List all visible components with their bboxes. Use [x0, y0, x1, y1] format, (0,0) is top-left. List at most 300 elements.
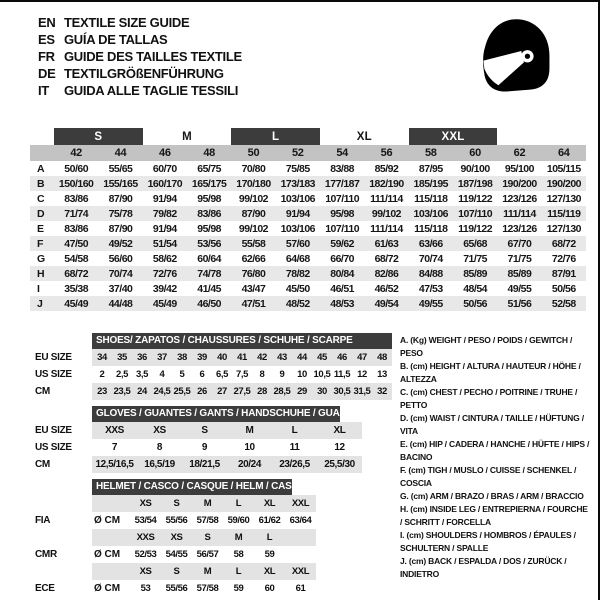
measurement-cell: 59/62	[330, 237, 355, 250]
helmet-value-cell: 56/57	[196, 549, 219, 560]
shoes-value-cell: 4	[159, 369, 165, 380]
size-number-row	[30, 145, 586, 161]
helmet-sizes-row	[35, 563, 316, 580]
measurement-cell: 119/122	[458, 222, 493, 235]
shoes-value-cell: 12	[357, 369, 367, 380]
measurement-cell: 70/74	[108, 267, 133, 280]
measurement-cell: 62/66	[241, 252, 266, 265]
measurement-cell: 48/52	[285, 297, 310, 310]
helmet-size-cell: XS	[170, 532, 183, 543]
shoes-row	[35, 383, 392, 400]
gloves-rows	[35, 422, 362, 473]
gloves-row-label: CM	[35, 459, 50, 470]
shoes-value-cell: 45	[317, 352, 327, 363]
shoes-value-cell: 24,5	[153, 386, 171, 397]
measurement-row-label: I	[37, 282, 40, 295]
measurement-row	[30, 161, 586, 176]
shoes-value-cell: 10	[297, 369, 307, 380]
helmet-value-cell: 59/60	[227, 515, 250, 526]
size-number-cell: 58	[409, 145, 453, 161]
corner-cell	[30, 145, 54, 161]
measurement-cell: 45/50	[285, 282, 310, 295]
measurement-cell: 50/56	[551, 282, 576, 295]
shoes-value-cell: 10,5	[313, 369, 331, 380]
measurement-cell: 87/90	[241, 207, 266, 220]
shoes-value-cell: 13	[377, 369, 387, 380]
helmet-value-cell: 53/54	[134, 515, 157, 526]
helmet-size-cell: XL	[263, 498, 276, 509]
shoes-value-cell: 6,5	[215, 369, 228, 380]
size-letter-cell: M	[182, 130, 192, 143]
measurement-cell: 37/40	[108, 282, 133, 295]
size-letter-cell: S	[54, 128, 143, 145]
helmet-row-label-spacer	[35, 529, 92, 546]
size-letter-cell: XXL	[409, 128, 498, 145]
helmet-size-cell: L	[266, 532, 273, 543]
language-row	[38, 48, 242, 65]
measurement-cell: 87/95	[418, 162, 443, 175]
shoes-value-cell: 47	[357, 352, 367, 363]
measurement-cell: 99/102	[371, 207, 402, 220]
language-titles	[38, 14, 242, 99]
size-number-cell: 64	[542, 145, 586, 161]
measurement-cell: 85/89	[463, 267, 487, 280]
measurement-cell: 90/100	[460, 162, 490, 175]
shoes-row-values	[92, 366, 392, 383]
size-number-cell: 56	[364, 145, 408, 161]
measurement-cell: 64/68	[285, 252, 310, 265]
measurement-cell: 83/86	[64, 222, 89, 235]
shoes-value-cell: 48	[377, 352, 387, 363]
helmet-size-cell: XS	[139, 566, 152, 577]
measurement-cell: 49/54	[374, 297, 399, 310]
measurement-cell: 105/115	[546, 162, 581, 175]
gloves-value-cell: 23/26,5	[279, 459, 310, 470]
gloves-value-cell: M	[245, 425, 254, 436]
shoes-value-cell: 2,5	[115, 369, 128, 380]
size-letter-cell	[30, 128, 54, 145]
legend-item: I. (cm) SHOULDERS / HOMBROS / ÉPAULES / SCHULTERN / SPALLE	[400, 530, 576, 553]
helmet-size-cell: M	[234, 532, 243, 543]
measurement-cell: 95/98	[330, 207, 355, 220]
measurement-cell: 71/74	[64, 207, 89, 220]
measurement-cell: 95/98	[197, 222, 222, 235]
measurement-cell: 190/200	[502, 177, 537, 190]
shoes-value-cell: 40	[217, 352, 227, 363]
measurement-cell: 72/76	[152, 267, 177, 280]
measurement-row-label: H	[37, 267, 45, 280]
helmet-size-cell: XS	[139, 498, 152, 509]
measurement-row-label: D	[37, 207, 45, 220]
measurement-cell: 75/78	[108, 207, 133, 220]
measurement-cell: 49/55	[507, 282, 532, 295]
helmet-values-row	[35, 546, 316, 563]
measurement-cell: 127/130	[546, 192, 582, 205]
shoes-value-cell: 2	[99, 369, 105, 380]
helmet-value-cell: 61/62	[258, 515, 281, 526]
measurement-row	[30, 251, 586, 266]
helmet-values	[92, 512, 316, 529]
helmet-values-row	[35, 580, 316, 597]
shoes-section	[35, 333, 392, 400]
measurement-cell: 87/90	[108, 222, 133, 235]
measurement-cell: 49/55	[418, 297, 443, 310]
measurement-cell: 85/89	[507, 267, 532, 280]
measurement-cell: 51/56	[507, 297, 532, 310]
size-number-cell: 44	[98, 145, 142, 161]
shoes-row-values	[92, 383, 392, 400]
shoes-value-cell: 23	[97, 386, 107, 397]
measurement-cell: 54/58	[64, 252, 89, 265]
shoes-value-cell: 23,5	[113, 386, 131, 397]
size-number-cell: 42	[54, 145, 98, 161]
measurement-cell: 79/82	[152, 207, 177, 220]
measurement-cell: 87/90	[108, 192, 133, 205]
gloves-value-cell: 12	[334, 442, 345, 453]
measurement-cell: 56/60	[108, 252, 133, 265]
guide-title: GUIDE DES TAILLES TEXTILE	[64, 49, 242, 64]
measurement-cell: 187/198	[457, 177, 493, 190]
helmet-unit-spacer	[92, 563, 130, 580]
helmet-row-label-spacer	[35, 563, 92, 580]
helmet-value-cell: 59	[264, 549, 275, 560]
size-number-cell: 48	[187, 145, 231, 161]
measurement-cell: 61/63	[374, 237, 399, 250]
shoes-value-cell: 28,5	[273, 386, 291, 397]
legend-item: A. (Kg) WEIGHT / PESO / POIDS / GEWITCH / PESO	[400, 335, 573, 358]
shoes-row-label: CM	[35, 386, 50, 397]
shoes-value-cell: 39	[197, 352, 207, 363]
shoes-value-cell: 42	[257, 352, 267, 363]
measurement-cell: 55/65	[108, 162, 133, 175]
helmet-size-cell: M	[203, 566, 212, 577]
measurement-cell: 170/180	[236, 177, 271, 190]
measurement-row-label: C	[37, 192, 45, 205]
measurement-cell: 67/70	[507, 237, 532, 250]
size-number-cell: 52	[276, 145, 320, 161]
gloves-value-cell: 18/21,5	[189, 459, 220, 470]
measurement-cell: 39/42	[152, 282, 177, 295]
measurement-cell: 111/114	[503, 207, 536, 220]
measurement-cell: 50/60	[64, 162, 89, 175]
helmet-value-cell: 61	[295, 583, 306, 594]
legend-item: H. (cm) INSIDE LEG / ENTREPIERNA / FOURCHE / SCHRITT / FORCELLA	[400, 504, 588, 527]
language-code: IT	[38, 83, 49, 98]
helmet-value-cell: 58	[233, 549, 244, 560]
shoes-value-cell: 43	[277, 352, 287, 363]
size-number-cell: 60	[453, 145, 497, 161]
gloves-value-cell: 16,5/19	[144, 459, 175, 470]
helmet-size-cell: S	[204, 532, 211, 543]
measurement-cell: 103/106	[280, 192, 316, 205]
measurement-row	[30, 236, 586, 251]
measurement-cell: 65/75	[197, 162, 222, 175]
measurement-row	[30, 296, 586, 311]
measurement-row-label: F	[37, 237, 44, 250]
measurement-cell: 115/118	[414, 222, 448, 235]
measurement-cell: 68/72	[551, 237, 576, 250]
helmet-sizes-values	[92, 563, 316, 580]
helmet-standard-label: FIA	[35, 515, 51, 526]
gloves-row-label: US SIZE	[35, 442, 72, 453]
measurement-cell: 71/75	[507, 252, 532, 265]
measurement-cell: 41/45	[197, 282, 222, 295]
measurement-cell: 185/195	[413, 177, 449, 190]
measurement-cell: 60/64	[197, 252, 222, 265]
guide-title: GUÍA DE TALLAS	[64, 32, 168, 47]
shoes-value-cell: 27,5	[233, 386, 251, 397]
size-number-cell: 46	[143, 145, 187, 161]
gloves-value-cell: XL	[333, 425, 346, 436]
gloves-row-values	[92, 456, 362, 473]
helmet-sizes-row	[35, 495, 316, 512]
measurement-cell: 99/102	[238, 222, 269, 235]
measurement-cell: 190/200	[546, 177, 582, 190]
guide-title: TEXTILGRÖßENFÜHRUNG	[64, 66, 224, 81]
measurement-cell: 82/86	[374, 267, 399, 280]
measurement-cell: 177/187	[324, 177, 360, 190]
measurement-cell: 60/70	[152, 162, 177, 175]
helmet-rows	[35, 495, 316, 597]
measurement-cell: 43/47	[241, 282, 266, 295]
shoes-value-cell: 9	[279, 369, 285, 380]
language-code: DE	[38, 66, 56, 81]
helmet-icon	[472, 10, 560, 106]
gloves-row-label: EU SIZE	[35, 425, 72, 436]
gloves-value-cell: S	[201, 425, 208, 436]
legend-item: C. (cm) CHEST / PECHO / POITRINE / TRUHE / PETTO	[400, 387, 578, 410]
measurement-cell: 49/52	[108, 237, 133, 250]
shoes-value-cell: 32	[377, 386, 387, 397]
helmet-sizes-values	[92, 529, 316, 546]
measurement-cell: 47/51	[241, 297, 266, 310]
gloves-value-cell: XXS	[105, 425, 124, 436]
legend-item: G. (cm) ARM / BRAZO / BRAS / ARM / BRACCIO	[400, 491, 584, 501]
measurement-cell: 57/60	[285, 237, 310, 250]
measurement-cell: 173/183	[280, 177, 316, 190]
shoes-value-cell: 34	[97, 352, 107, 363]
gloves-section-header: GLOVES / GUANTES / GANTS / HANDSCHUHE / GUANTI	[92, 406, 340, 422]
shoes-row-label: US SIZE	[35, 369, 72, 380]
legend-item: B. (cm) HEIGHT / ALTURA / HAUTEUR / HÖHE / ALTEZZA	[400, 361, 581, 384]
measurement-cell: 76/80	[241, 267, 266, 280]
helmet-row-label-spacer	[35, 495, 92, 512]
measurement-cell: 85/92	[374, 162, 399, 175]
gloves-value-cell: 20/24	[237, 459, 262, 470]
measurement-cell: 123/126	[502, 222, 537, 235]
measurement-cell: 107/110	[325, 192, 360, 205]
shoes-section-header: SHOES/ ZAPATOS / CHAUSSURES / SCHUHE / SCARPE	[92, 333, 392, 349]
shoes-rows	[35, 349, 392, 400]
gloves-row	[35, 422, 362, 439]
measurement-cell: 70/74	[418, 252, 443, 265]
shoes-value-cell: 30,5	[333, 386, 351, 397]
helmet-value-cell: 63/64	[289, 515, 312, 526]
size-number-cell: 54	[320, 145, 364, 161]
gloves-row-values	[92, 422, 362, 439]
gloves-row	[35, 456, 362, 473]
size-letter-cell: L	[231, 128, 320, 145]
shoes-value-cell: 37	[157, 352, 167, 363]
language-code: ES	[38, 32, 55, 47]
measurement-cell: 91/94	[285, 207, 310, 220]
gloves-row	[35, 439, 362, 456]
measurement-cell: 58/62	[152, 252, 177, 265]
measurement-cell: 75/85	[285, 162, 310, 175]
shoes-value-cell: 36	[137, 352, 147, 363]
helmet-values	[92, 546, 316, 563]
shoes-row-values	[92, 349, 392, 366]
measurement-cell: 68/72	[374, 252, 399, 265]
helmet-value-cell: 55/56	[165, 515, 188, 526]
gloves-value-cell: 11	[289, 442, 300, 453]
measurement-cell: 74/78	[197, 267, 222, 280]
shoes-row	[35, 349, 392, 366]
helmet-sizes-row	[35, 529, 316, 546]
measurement-cell: 103/106	[413, 207, 449, 220]
shoes-value-cell: 11,5	[333, 369, 351, 380]
helmet-section-header: HELMET / CASCO / CASQUE / HELM / CASCO	[92, 479, 292, 495]
helmet-size-cell	[285, 529, 316, 546]
main-table-head	[30, 128, 586, 161]
legend-item: F. (cm) TIGH / MUSLO / CUISSE / SCHENKEL / COSCIA	[400, 465, 577, 488]
measurement-cell: 87/91	[551, 267, 576, 280]
helmet-size-cell: XXS	[136, 532, 155, 543]
size-letter-row	[30, 128, 586, 145]
guide-title: TEXTILE SIZE GUIDE	[64, 15, 190, 30]
helmet-value-cell: 52/53	[134, 549, 157, 560]
measurement-cell: 123/126	[502, 192, 537, 205]
helmet-value-cell	[285, 546, 316, 563]
measurement-row	[30, 221, 586, 236]
measurement-cell: 55/58	[241, 237, 266, 250]
gloves-section	[35, 406, 362, 473]
shoes-row	[35, 366, 392, 383]
measurement-cell: 66/70	[330, 252, 355, 265]
measurement-cell: 107/110	[458, 207, 493, 220]
shoes-value-cell: 8	[259, 369, 265, 380]
measurement-cell: 182/190	[369, 177, 404, 190]
measurement-cell: 51/54	[152, 237, 177, 250]
measurement-cell: 95/100	[504, 162, 534, 175]
helmet-values-row	[35, 512, 316, 529]
gloves-value-cell: XS	[153, 425, 166, 436]
helmet-size-cell: S	[173, 566, 180, 577]
language-row	[38, 82, 242, 99]
language-row	[38, 31, 242, 48]
shoes-value-cell: 25,5	[173, 386, 191, 397]
size-letter-cell	[497, 128, 541, 145]
size-number-cell: 50	[231, 145, 275, 161]
helmet-value-cell: 55/56	[165, 583, 188, 594]
shoes-value-cell: 3,5	[135, 369, 148, 380]
helmet-value-cell: 53	[140, 583, 151, 594]
helmet-unit-spacer	[92, 529, 130, 546]
language-code: EN	[38, 15, 56, 30]
measurement-row	[30, 176, 586, 191]
measurement-row	[30, 281, 586, 296]
main-table-body	[30, 161, 586, 311]
measurement-cell: 52/58	[551, 297, 576, 310]
measurement-cell: 155/165	[103, 177, 138, 190]
shoes-row-label: EU SIZE	[35, 352, 72, 363]
measurement-cell: 95/98	[197, 192, 222, 205]
measurement-cell: 80/84	[330, 267, 355, 280]
measurement-cell: 53/56	[197, 237, 222, 250]
gloves-value-cell: 12,5/16,5	[95, 459, 134, 470]
measurement-row	[30, 206, 586, 221]
shoes-value-cell: 7,5	[235, 369, 248, 380]
helmet-section	[35, 479, 316, 597]
helmet-standard-label: ECE	[35, 583, 55, 594]
measurement-cell: 45/49	[64, 297, 89, 310]
measurement-cell: 48/53	[330, 297, 355, 310]
measurement-cell: 115/119	[547, 207, 581, 220]
shoes-value-cell: 41	[237, 352, 247, 363]
helmet-unit-label: Ø CM	[94, 515, 121, 526]
legend-item: E. (cm) HIP / CADERA / HANCHE / HÜFTE / HIPS / BACINO	[400, 439, 590, 462]
gloves-value-cell: L	[291, 425, 298, 436]
guide-title: GUIDA ALLE TAGLIE TESSILI	[64, 83, 239, 98]
gloves-value-cell: 25,5/30	[324, 459, 355, 470]
gloves-row-values	[92, 439, 362, 456]
helmet-values	[92, 580, 316, 597]
measurement-cell: 50/56	[463, 297, 487, 310]
shoes-value-cell: 28	[257, 386, 267, 397]
measurement-cell: 99/102	[238, 192, 269, 205]
textile-size-table	[30, 128, 586, 311]
measurement-cell: 83/86	[64, 192, 89, 205]
measurement-cell: 150/160	[58, 177, 94, 190]
gloves-value-cell: 10	[244, 442, 255, 453]
helmet-size-cell: L	[235, 566, 242, 577]
measurement-cell: 160/170	[147, 177, 183, 190]
shoes-value-cell: 38	[177, 352, 187, 363]
gloves-value-cell: 9	[201, 442, 208, 453]
measurement-cell: 119/122	[458, 192, 493, 205]
measurement-cell: 103/106	[280, 222, 316, 235]
measurement-cell: 165/175	[191, 177, 227, 190]
measurement-cell: 78/82	[285, 267, 310, 280]
measurement-cell: 111/114	[370, 192, 403, 205]
legend-item: D. (cm) WAIST / CINTURA / TAILLE / HÜFTUNG / VITA	[400, 413, 584, 436]
helmet-size-cell: XXL	[291, 566, 310, 577]
helmet-value-cell: 54/55	[165, 549, 188, 560]
helmet-value-cell: 57/58	[196, 583, 219, 594]
measurement-legend	[400, 334, 592, 581]
measurement-cell: 65/68	[463, 237, 487, 250]
measurement-row-label: E	[37, 222, 45, 235]
shoes-value-cell: 29	[297, 386, 307, 397]
measurement-row-label: J	[37, 297, 43, 310]
gloves-value-cell: 7	[111, 442, 118, 453]
shoes-value-cell: 6	[199, 369, 205, 380]
measurement-cell: 91/94	[152, 192, 177, 205]
size-number-cell: 62	[497, 145, 541, 161]
helmet-unit-label: Ø CM	[94, 583, 121, 594]
helmet-size-cell: S	[173, 498, 180, 509]
legend-item: J. (cm) BACK / ESPALDA / DOS / ZURÜCK / INDIETRO	[400, 556, 567, 579]
shoes-value-cell: 35	[117, 352, 127, 363]
shoes-value-cell: 30	[317, 386, 327, 397]
measurement-cell: 91/94	[152, 222, 177, 235]
shoes-value-cell: 27	[217, 386, 227, 397]
shoes-value-cell: 31,5	[353, 386, 371, 397]
shoes-value-cell: 44	[297, 352, 307, 363]
helmet-size-cell: XXL	[291, 498, 310, 509]
shoes-value-cell: 24	[137, 386, 147, 397]
measurement-cell: 83/86	[197, 207, 222, 220]
